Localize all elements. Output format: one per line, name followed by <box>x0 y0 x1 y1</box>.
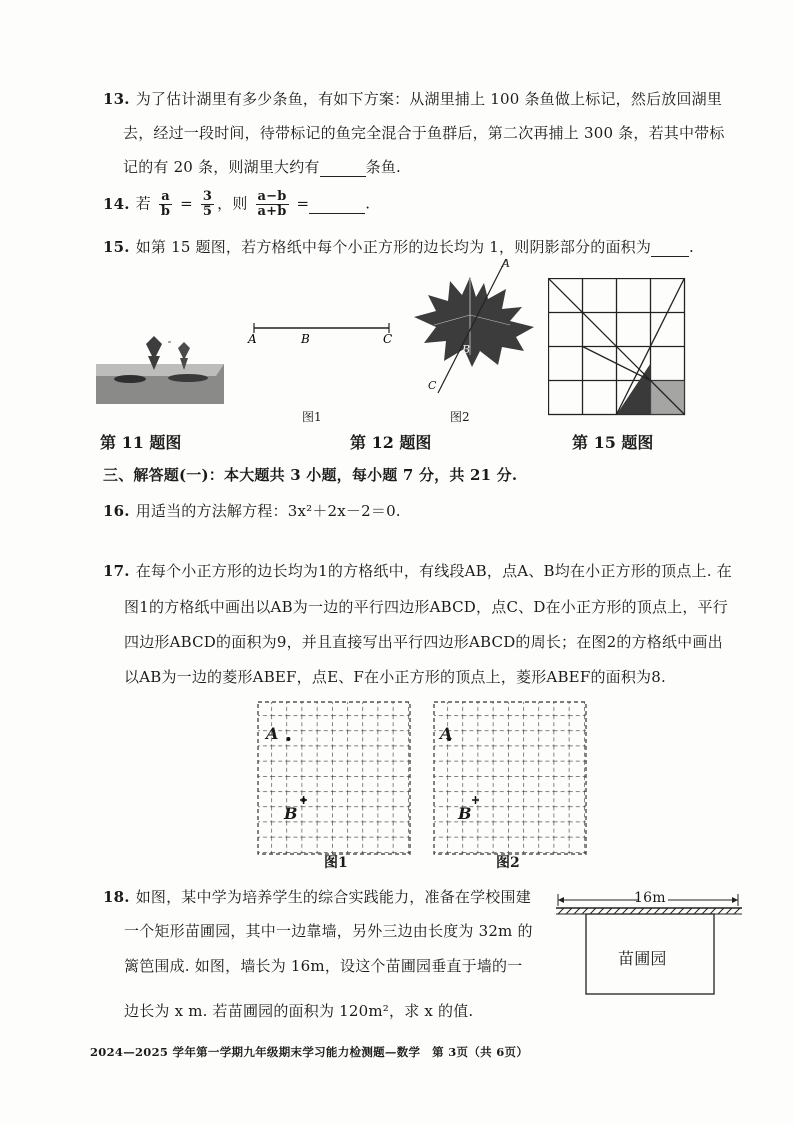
q11-landscape-photo <box>96 336 226 408</box>
numerator: 3 <box>202 189 213 204</box>
q15-grid-figure <box>548 278 688 418</box>
q17-line2: 图1的方格纸中画出以AB为一边的平行四边形ABCD，点C、D在小正方形的顶点上，平行 <box>124 598 728 616</box>
q13-text-3a: 记的有 20 条，则湖里大约有 <box>123 158 320 176</box>
grid2-caption: 图2 <box>496 855 520 871</box>
leaf-label-a: A <box>502 257 510 270</box>
q15-line <box>103 236 694 257</box>
answer-blank <box>651 238 689 257</box>
question-number: 13. <box>103 90 130 108</box>
denominator: 5 <box>202 204 213 219</box>
fraction-3-over-5 <box>201 190 214 219</box>
caption-fig11: 第 11 题图 <box>100 433 182 452</box>
leaf-label-b: B <box>462 343 471 356</box>
q14-then: ，则 <box>217 194 248 213</box>
numerator: a−b <box>257 189 287 204</box>
question-number: 16. <box>103 502 130 520</box>
q12-maple-leaf-figure <box>410 255 542 397</box>
q13-line2: 去，经过一段时间，待带标记的鱼完全混合于鱼群后，第二次再捕上 300 条，若其中带标 <box>123 124 725 142</box>
leaf-label-c: C <box>428 379 437 392</box>
question-number: 14. <box>103 194 130 213</box>
answer-blank <box>320 158 366 177</box>
grid1-point-a: A <box>266 724 279 743</box>
wall-length-label: 16m <box>634 890 666 906</box>
question-number: 15. <box>103 238 130 256</box>
caption-fig12: 第 12 题图 <box>350 433 432 452</box>
grid1-caption: 图1 <box>324 855 348 871</box>
fig2-caption: 图2 <box>450 410 470 424</box>
q13-line1 <box>103 88 722 109</box>
page-footer: 2024—2025 学年第一学期九年级期末学习能力检测题—数学 第 3页（共 6页） <box>90 1045 529 1059</box>
fraction-a-over-b <box>159 190 172 219</box>
grid1-point-b: B <box>284 804 298 823</box>
q14-line <box>103 190 370 219</box>
q14-end: . <box>365 194 371 213</box>
q17-line4: 以AB为一边的菱形ABEF，点E、F在小正方形的顶点上，菱形ABEF的面积为8. <box>124 668 666 686</box>
q13-text-1: 为了估计湖里有多少条鱼，有如下方案：从湖里捕上 100 条鱼做上标记，然后放回湖里 <box>135 90 723 108</box>
label-c: C <box>383 332 393 346</box>
grid2-point-a: A <box>440 724 453 743</box>
garden-label: 苗圃园 <box>618 949 667 968</box>
question-number: 17. <box>103 562 130 580</box>
q13-line3 <box>123 156 401 177</box>
q15-text: 如第 15 题图，若方格纸中每个小正方形的边长均为 1，则阴影部分的面积为 <box>135 238 652 256</box>
q17-text-1: 在每个小正方形的边长均为1的方格纸中，有线段AB，点A、B均在小正方形的顶点上. 在 <box>135 562 732 580</box>
q13-text-3b: 条鱼. <box>365 158 401 176</box>
equals: = <box>180 194 193 213</box>
fraction-expression <box>256 190 289 219</box>
caption-fig15: 第 15 题图 <box>572 433 654 452</box>
grid2-point-b: B <box>458 804 472 823</box>
section-heading: 三、解答题(一)：本大题共 3 小题，每小题 7 分，共 21 分. <box>103 466 518 484</box>
q17-grid2 <box>432 700 594 858</box>
q12-segment-figure <box>244 318 394 348</box>
q18-line3: 篱笆围成. 如图，墙长为 16m，设这个苗圃园垂直于墙的一 <box>124 957 523 975</box>
q17-grid1 <box>256 700 418 858</box>
q14-if: 若 <box>135 194 151 213</box>
label-b: B <box>301 332 310 346</box>
label-a: A <box>248 332 257 346</box>
q15-end: . <box>689 238 695 256</box>
q18-text-1: 如图，某中学为培养学生的综合实践能力，准备在学校围建 <box>135 888 531 906</box>
q16-line <box>103 500 401 521</box>
point-a-marker <box>286 737 290 741</box>
answer-blank <box>309 195 365 214</box>
numerator: a <box>161 189 170 204</box>
denominator: a+b <box>257 204 287 219</box>
question-number: 18. <box>103 888 130 906</box>
q16-text: 用适当的方法解方程：3x²＋2x－2＝0. <box>135 502 401 520</box>
denominator: b <box>160 204 171 219</box>
equals: = <box>296 194 310 213</box>
q18-line1 <box>103 886 531 907</box>
q18-line4: 边长为 x m. 若苗圃园的面积为 120m²，求 x 的值. <box>124 1002 474 1020</box>
fig1-caption: 图1 <box>302 410 322 424</box>
q17-line3: 四边形ABCD的面积为9，并且直接写出平行四边形ABCD的周长；在图2的方格纸中画出 <box>124 633 723 651</box>
q18-line2: 一个矩形苗圃园，其中一边靠墙，另外三边由长度为 32m 的 <box>124 922 533 940</box>
q17-line1 <box>103 560 732 581</box>
